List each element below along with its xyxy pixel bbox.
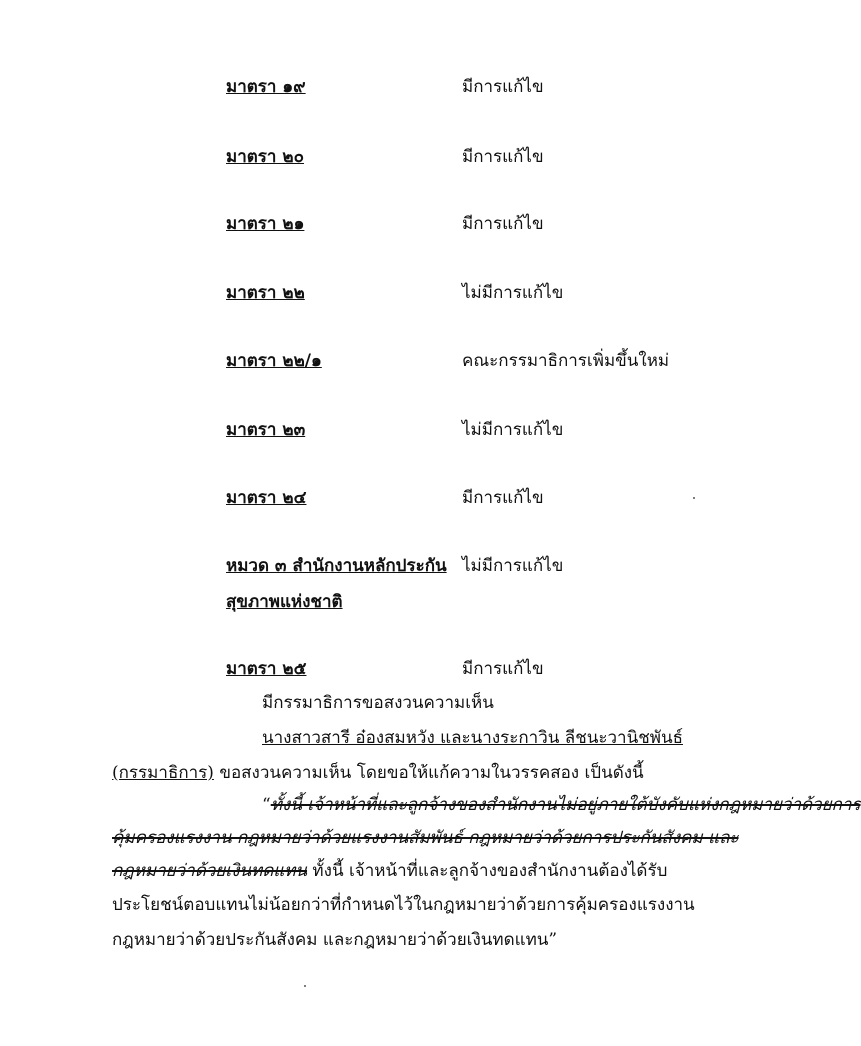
- section-status: มีการแก้ไข: [462, 488, 544, 508]
- section-label: มาตรา ๑๙: [226, 77, 306, 97]
- section-status: มีการแก้ไข: [462, 214, 544, 234]
- section-status: ไม่มีการแก้ไข: [462, 556, 564, 576]
- quote-line-2: [112, 824, 739, 851]
- quote-line-3: [112, 857, 667, 884]
- section-label: มาตรา ๒๒: [226, 283, 305, 303]
- reservation-request-line: [112, 759, 644, 786]
- section-label: มาตรา ๒๑: [226, 214, 305, 234]
- section-status: มีการแก้ไข: [462, 147, 544, 167]
- struck-text: คุ้มครองแรงงาน กฎหมายว่าด้วยแรงงานสัมพันธ์ กฎหมายว่าด้วยการประกันสังคม และ: [112, 828, 739, 848]
- reservation-role: (กรรมาธิการ): [112, 763, 214, 783]
- quote-line-5: กฎหมายว่าด้วยประกันสังคม และกฎหมายว่าด้วยเงินทดแทน”: [112, 930, 558, 950]
- chapter-label-line1: หมวด ๓ สำนักงานหลักประกัน: [226, 556, 447, 576]
- section-label: มาตรา ๒๒/๑: [226, 351, 322, 371]
- chapter-label-line2: สุขภาพแห่งชาติ: [226, 592, 343, 612]
- section-status: มีการแก้ไข: [462, 659, 544, 679]
- section-label: มาตรา ๒๕: [226, 659, 307, 679]
- section-status: คณะกรรมาธิการเพิ่มขึ้นใหม่: [462, 351, 670, 371]
- scan-speck: [693, 497, 695, 499]
- section-label: มาตรา ๒๐: [226, 147, 304, 167]
- reservation-request: ขอสงวนความเห็น โดยขอให้แก้ความในวรรคสอง เป็นดังนี้: [213, 763, 644, 783]
- reservation-names: นางสาวสารี อ๋องสมหวัง และนางระกาวิน ลีชนะวานิชพันธ์: [262, 728, 683, 748]
- reservation-intro: มีกรรมาธิการขอสงวนความเห็น: [262, 693, 494, 713]
- section-status: ไม่มีการแก้ไข: [462, 283, 564, 303]
- section-status: ไม่มีการแก้ไข: [462, 420, 564, 440]
- section-status: มีการแก้ไข: [462, 77, 544, 97]
- scan-speck: [304, 985, 306, 987]
- quote-line-4: ประโยชน์ตอบแทนไม่น้อยกว่าที่กำหนดไว้ในกฎหมายว่าด้วยการคุ้มครองแรงงาน: [112, 895, 695, 915]
- quote-open: “: [262, 795, 271, 815]
- struck-text: ทั้งนี้ เจ้าหน้าที่และลูกจ้างของสำนักงานไม่อยู่ภายใต้บังคับแห่งกฎหมายว่าด้วยการ: [270, 795, 861, 815]
- struck-text: กฎหมายว่าด้วยเงินทดแทน: [112, 861, 308, 881]
- kept-text: ทั้งนี้ เจ้าหน้าที่และลูกจ้างของสำนักงานต้องได้รับ: [307, 861, 668, 881]
- section-label: มาตรา ๒๔: [226, 488, 307, 508]
- quote-line-1: [262, 791, 861, 818]
- section-label: มาตรา ๒๓: [226, 420, 306, 440]
